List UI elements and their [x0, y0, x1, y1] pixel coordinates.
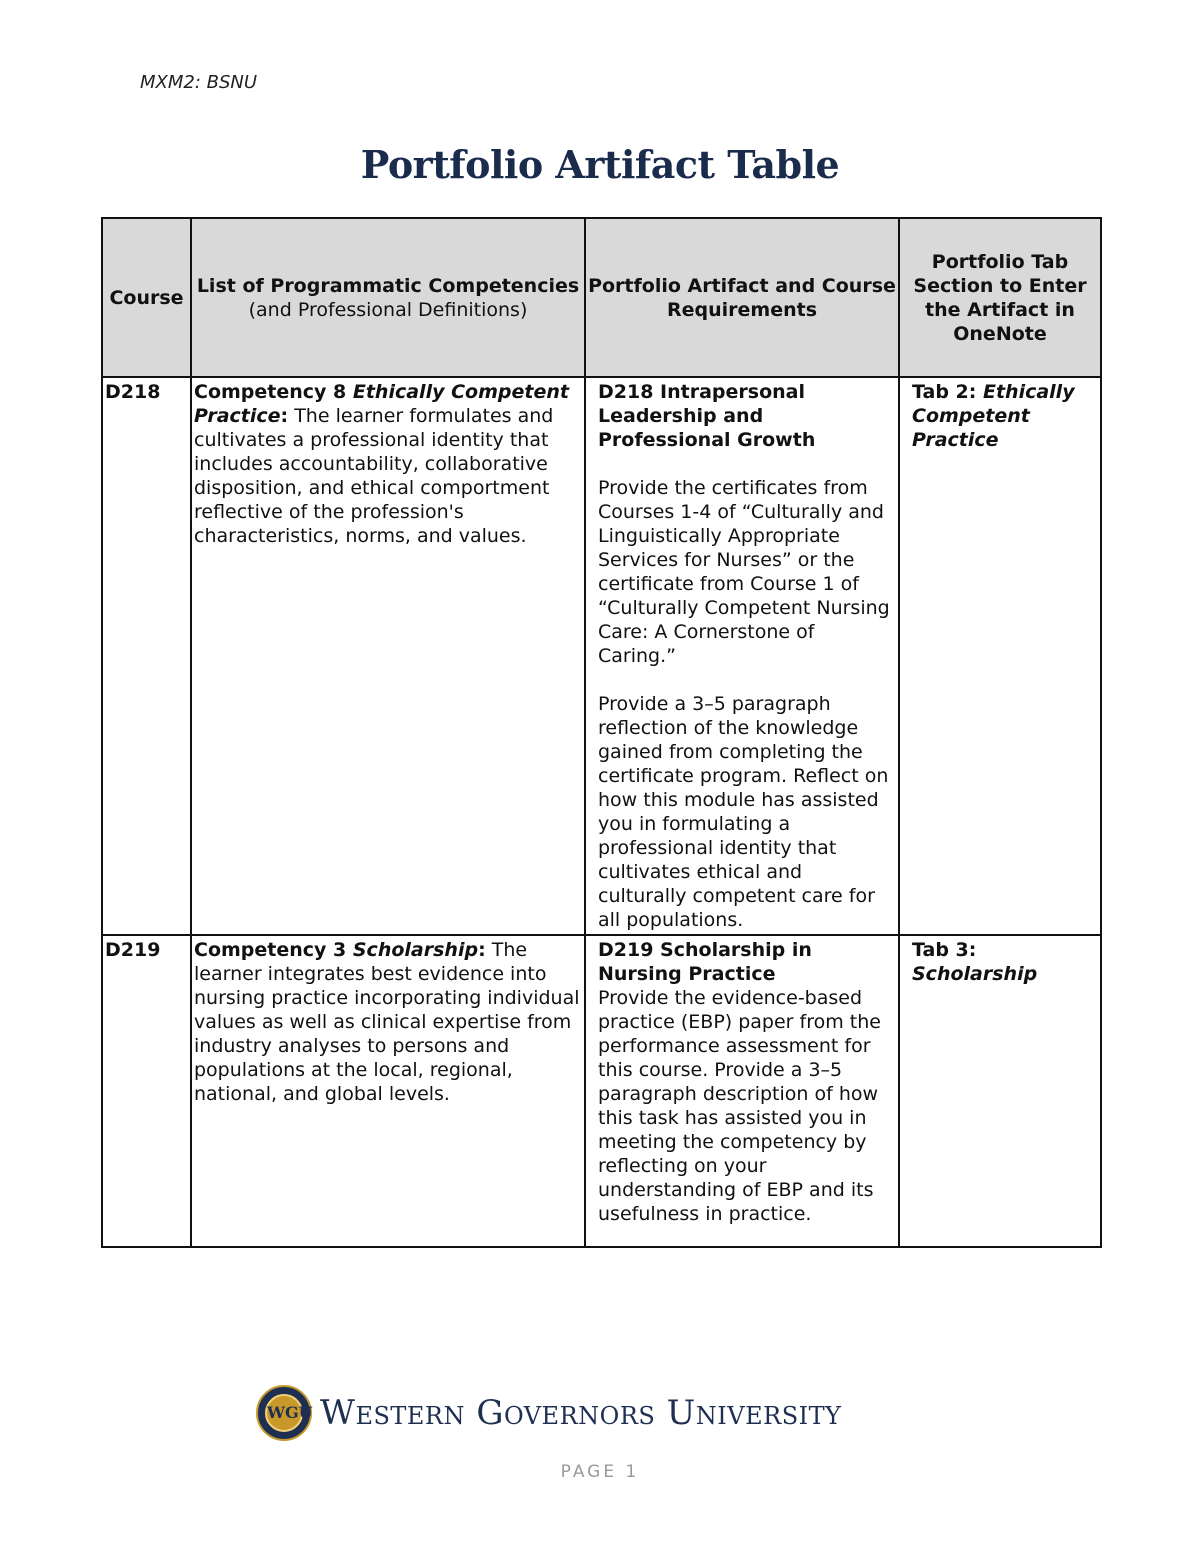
wgu-seal-monogram: WGU — [265, 1394, 303, 1432]
header-competencies — [191, 218, 585, 377]
header-tab-section: Portfolio Tab Section to Enter the Artifact in OneNote — [899, 218, 1101, 377]
wgu-seal-icon — [256, 1385, 312, 1441]
tab-label: Tab 3: — [912, 939, 977, 961]
tab-label: Tab 2: — [912, 381, 983, 403]
artifact-requirement: Provide a 3–5 paragraph reflection of the knowledge gained from completing the certificate program. Reflect on how this module has assisted you in formulating a professional identity that cultivates ethical and culturally competent care for all populations. — [598, 693, 889, 931]
artifact-requirement: Provide the certificates from Courses 1-4 of “Culturally and Linguistically Appropriate Services for Nurses” or the certificate from Course 1 of “Culturally Competent Nursing Care: A Cornerstone of Caring.” — [598, 477, 890, 667]
document-header-label: MXM2: BSNU — [140, 72, 258, 93]
tab-name: Scholarship — [912, 963, 1038, 985]
competency-label: Competency 8 — [194, 381, 353, 403]
artifact-requirement: Provide the evidence-based practice (EBP) paper from the performance assessment for this course. Provide a 3–5 paragraph description of how this task has assisted you in meeting the competency by reflecting on your understanding of EBP and its usefulness in practice. — [598, 987, 881, 1225]
page-number: PAGE 1 — [560, 1462, 640, 1482]
table-header-row — [102, 218, 1101, 377]
competency-colon: : — [280, 405, 289, 427]
artifact-cell — [585, 935, 899, 1247]
page-title: Portfolio Artifact Table — [360, 142, 840, 187]
table-row — [102, 377, 1101, 935]
competency-cell — [191, 377, 585, 935]
tab-section-cell — [899, 935, 1101, 1247]
artifact-title: D219 Scholarship in Nursing Practice — [598, 939, 812, 985]
tab-name: Ethically Competent Practice — [912, 381, 1075, 451]
competency-label: Competency 3 — [194, 939, 353, 961]
tab-section-cell — [899, 377, 1101, 935]
competency-name: Scholarship — [352, 939, 479, 961]
header-competencies-title: List of Programmatic Competencies — [196, 274, 580, 297]
course-cell: D219 — [102, 935, 191, 1247]
artifact-title: D218 Intrapersonal Leadership and Professional Growth — [598, 381, 816, 451]
competency-description: The learner integrates best evidence into nursing practice incorporating individual values as well as clinical expertise from industry analyses to persons and populations at the local, regional, national, and global levels. — [194, 939, 580, 1105]
competency-cell — [191, 935, 585, 1247]
competency-colon: : — [478, 939, 486, 961]
wgu-logo — [256, 1385, 906, 1443]
competency-description: The learner formulates and cultivates a professional identity that includes accountability, collaborative disposition, and ethical comportment reflective of the profession's characteristics, norms, and values. — [194, 405, 554, 547]
course-cell: D218 — [102, 377, 191, 935]
wgu-wordmark: Western Governors University — [320, 1393, 842, 1433]
header-competencies-subtitle: (and Professional Definitions) — [248, 298, 528, 321]
header-course: Course — [102, 218, 191, 377]
header-artifact: Portfolio Artifact and Course Requirements — [585, 218, 899, 377]
artifact-cell — [585, 377, 899, 935]
competency-name: Ethically Competent Practice — [194, 381, 569, 427]
table-row — [102, 935, 1101, 1247]
portfolio-artifact-table — [101, 217, 1102, 1248]
